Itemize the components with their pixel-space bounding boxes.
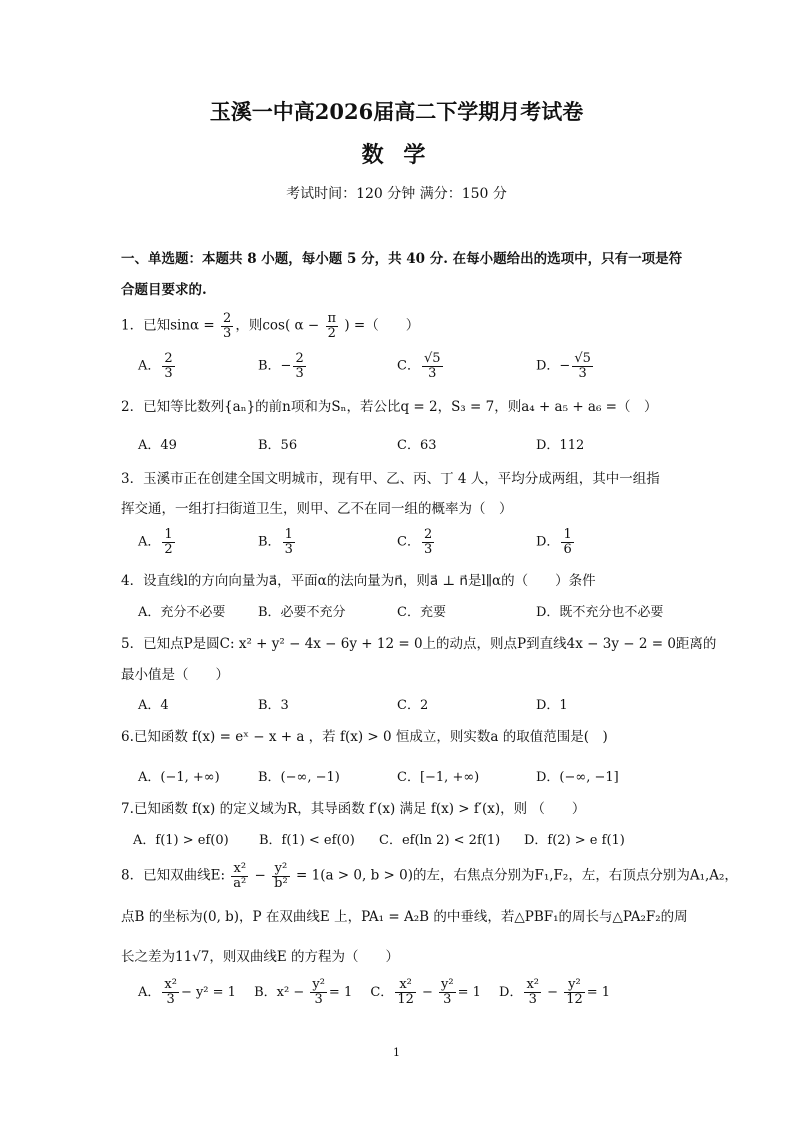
q1-optD-label: D．− bbox=[536, 358, 571, 374]
q1-optC-frac bbox=[422, 352, 443, 380]
q7-option-d: D．f(2) > e f(1) bbox=[524, 833, 625, 848]
q5-option-a: A．4 bbox=[138, 698, 169, 713]
q3-optA-frac bbox=[162, 528, 174, 556]
q1-optA-frac bbox=[162, 352, 174, 380]
q8-optD-den2: 12 bbox=[566, 991, 583, 1007]
q2-option-b: B．56 bbox=[258, 438, 298, 453]
page-number: 1 bbox=[393, 1046, 400, 1059]
q3-optD-num: 1 bbox=[563, 527, 572, 542]
q8-optA-tail: − y² = 1 bbox=[180, 984, 236, 1000]
q8-f1-num: x² bbox=[233, 861, 247, 876]
q3-optC-den: 3 bbox=[423, 541, 433, 557]
q2-option-a: A．49 bbox=[138, 438, 177, 453]
q6-option-d: D．(−∞, −1] bbox=[536, 770, 619, 785]
q8-fraction-1 bbox=[231, 862, 248, 890]
section-heading-line2: 合题目要求的. bbox=[121, 282, 207, 298]
q3-optB-label: B． bbox=[258, 534, 281, 550]
q1-stem-b: ，则cos( α − bbox=[235, 317, 324, 334]
q8-optD-num1: x² bbox=[526, 977, 540, 992]
q8-optC-num1: x² bbox=[399, 977, 412, 992]
q3-optB-frac bbox=[283, 528, 295, 556]
question-4-stem: 4．设直线l的方向向量为a⃗，平面α的法向量为n⃗，则a⃗ ⊥ n⃗是l∥α的（ ）条件 bbox=[121, 573, 596, 589]
q1-optA-label: A． bbox=[138, 358, 161, 374]
q8-option-a bbox=[138, 977, 236, 1007]
exam-title: 玉溪一中高2026届高二下学期月考试卷 bbox=[209, 99, 584, 124]
q2-option-d: D．112 bbox=[536, 438, 585, 453]
q1-option-c bbox=[397, 352, 445, 380]
q8-fraction-2 bbox=[272, 862, 290, 890]
q8-f2-den: b² bbox=[274, 875, 288, 891]
question-7-stem: 7.已知函数 f(x) 的定义域为R，其导函数 f′(x) 满足 f(x) > f′(x)，则 （ ） bbox=[121, 801, 586, 817]
q8-optA-label: A． bbox=[138, 984, 161, 1000]
q8-optD-num2: y² bbox=[568, 977, 581, 992]
q8-option-b bbox=[254, 977, 353, 1007]
q1-f1-num: 2 bbox=[223, 311, 232, 326]
q1-optA-num: 2 bbox=[164, 351, 173, 366]
q8-optB-frac bbox=[310, 978, 327, 1006]
q8-f1-den: a² bbox=[233, 875, 247, 891]
q3-optC-label: C． bbox=[397, 534, 420, 550]
q1-optD-den: 3 bbox=[572, 366, 593, 381]
exam-info: 考试时间：120 分钟 满分：150 分 bbox=[286, 186, 507, 202]
q8-optB-label: B．x² − bbox=[254, 984, 309, 1000]
q1-option-a bbox=[138, 352, 177, 380]
q4-option-a: A．充分不必要 bbox=[138, 605, 226, 620]
q6-option-c: C．[−1, +∞) bbox=[397, 770, 480, 785]
q8-optD-mid: − bbox=[543, 984, 563, 1000]
q1-stem-a: 1．已知sinα = bbox=[121, 317, 220, 334]
q8-optC-mid: − bbox=[417, 984, 438, 1000]
question-3-line2: 挥交通，一组打扫街道卫生，则甲、乙不在同一组的概率为（ ） bbox=[121, 501, 513, 517]
q3-optD-label: D． bbox=[536, 534, 560, 550]
q8-optC-label: C． bbox=[370, 984, 394, 1000]
q5-option-c: C．2 bbox=[397, 698, 429, 713]
q8-optD-tail: = 1 bbox=[586, 984, 611, 1000]
q1-stem-c: ) =（ ） bbox=[340, 317, 420, 334]
q8-stem-a: 8．已知双曲线E: bbox=[121, 867, 230, 884]
q3-optB-num: 1 bbox=[284, 527, 293, 542]
question-2-stem: 2．已知等比数列{aₙ}的前n项和为Sₙ，若公比q = 2，S₃ = 7，则a₄ + a₅ + a₆ =（ ） bbox=[121, 399, 658, 415]
q8-optB-num: y² bbox=[312, 977, 325, 992]
q3-optA-num: 1 bbox=[164, 527, 173, 542]
question-8-line2: 点B 的坐标为(0, b)，P 在双曲线E 上，PA₁ = A₂B 的中垂线，若△PBF₁的周长与△PA₂F₂的周 bbox=[121, 909, 688, 925]
q8-optC-tail: = 1 bbox=[457, 984, 481, 1000]
q3-option-b bbox=[258, 528, 297, 556]
q4-option-c: C．充要 bbox=[397, 605, 446, 620]
q3-optA-den: 2 bbox=[164, 541, 173, 557]
q5-option-d: D．1 bbox=[536, 698, 568, 713]
q1-optC-num: √5 bbox=[423, 351, 441, 366]
q7-option-b: B．f(1) < ef(0) bbox=[259, 833, 355, 848]
q6-option-a: A．(−1, +∞) bbox=[138, 770, 220, 785]
q8-optA-frac bbox=[162, 978, 179, 1006]
section-heading-line1: 一、单选题：本题共 8 小题，每小题 5 分，共 40 分. 在每小题给出的选项中，只有一项是符 bbox=[121, 251, 683, 267]
q8-optC-frac1 bbox=[395, 978, 416, 1006]
q4-option-b: B．必要不充分 bbox=[258, 605, 346, 620]
q3-optC-num: 2 bbox=[423, 527, 433, 542]
question-8-line3: 长之差为11√7，则双曲线E 的方程为（ ） bbox=[121, 949, 400, 965]
q3-optC-frac bbox=[422, 528, 434, 556]
question-6-stem: 6.已知函数 f(x) = eˣ − x + a ，若 f(x) > 0 恒成立，则实数a 的取值范围是( ) bbox=[121, 729, 608, 745]
q8-optA-den: 3 bbox=[162, 992, 179, 1007]
q3-optD-frac bbox=[561, 528, 573, 556]
q6-option-b: B．(−∞, −1) bbox=[258, 770, 340, 785]
q3-option-c bbox=[397, 528, 436, 556]
q3-optD-den: 6 bbox=[563, 541, 572, 557]
q7-option-c: C．ef(ln 2) < 2f(1) bbox=[379, 833, 501, 848]
q8-optD-label: D． bbox=[499, 984, 523, 1000]
q3-option-d bbox=[536, 528, 576, 556]
question-3-line1: 3．玉溪市正在创建全国文明城市，现有甲、乙、丙、丁 4 人，平均分成两组，其中一组指 bbox=[121, 471, 660, 487]
question-1-stem bbox=[121, 312, 419, 340]
q8-options-row bbox=[138, 978, 610, 1006]
q8-option-c bbox=[370, 977, 481, 1007]
q8-stem-b: = 1(a > 0, b > 0)的左，右焦点分别为F₁,F₂，左，右顶点分别为A₁,A₂， bbox=[291, 867, 738, 884]
q8-optC-num2: y² bbox=[441, 977, 454, 992]
q1-optB-num: 2 bbox=[295, 351, 304, 366]
q8-stem-mid: − bbox=[250, 867, 271, 884]
q1-optD-frac bbox=[572, 352, 593, 380]
q1-optB-label: B．− bbox=[258, 358, 292, 374]
q1-fraction-1 bbox=[221, 312, 233, 340]
q1-optD-num: √5 bbox=[574, 351, 591, 366]
q8-optC-den1: 12 bbox=[397, 991, 414, 1007]
q1-optA-den: 3 bbox=[164, 365, 173, 381]
q1-f2-den: 2 bbox=[326, 326, 339, 341]
q8-optC-den2: 3 bbox=[439, 992, 456, 1007]
q2-option-c: C．63 bbox=[397, 438, 437, 453]
question-5-line2: 最小值是（ ） bbox=[121, 667, 229, 683]
q8-optD-frac1 bbox=[524, 978, 541, 1006]
q8-optC-frac2 bbox=[439, 978, 456, 1006]
q8-f2-num: y² bbox=[274, 861, 288, 876]
q1-f2-num: π bbox=[327, 311, 337, 326]
q8-optD-frac2 bbox=[564, 978, 585, 1006]
q1-optB-den: 3 bbox=[295, 365, 304, 381]
q1-optC-den: 3 bbox=[422, 366, 443, 381]
q3-optA-label: A． bbox=[138, 534, 161, 550]
q3-optB-den: 3 bbox=[284, 541, 293, 557]
q1-optC-label: C． bbox=[397, 358, 420, 374]
q7-option-a: A．f(1) > ef(0) bbox=[133, 833, 229, 848]
q1-option-b bbox=[258, 352, 308, 380]
q1-optB-frac bbox=[293, 352, 305, 380]
q8-optB-tail: = 1 bbox=[328, 984, 353, 1000]
q1-f1-den: 3 bbox=[223, 325, 232, 341]
q8-optA-num: x² bbox=[164, 977, 177, 992]
subject-title: 数 学 bbox=[361, 142, 432, 168]
question-8-line1 bbox=[121, 862, 738, 890]
q8-optB-den: 3 bbox=[310, 992, 327, 1007]
q1-fraction-2 bbox=[326, 312, 339, 340]
q3-option-a bbox=[138, 528, 177, 556]
q4-option-d: D．既不充分也不必要 bbox=[536, 605, 664, 620]
q5-option-b: B．3 bbox=[258, 698, 289, 713]
q8-optD-den1: 3 bbox=[524, 992, 541, 1007]
q8-option-d bbox=[499, 977, 611, 1007]
q1-option-d bbox=[536, 352, 595, 380]
question-5-line1: 5．已知点P是圆C: x² + y² − 4x − 6y + 12 = 0上的动点，则点P到直线4x − 3y − 2 = 0距离的 bbox=[121, 636, 717, 652]
